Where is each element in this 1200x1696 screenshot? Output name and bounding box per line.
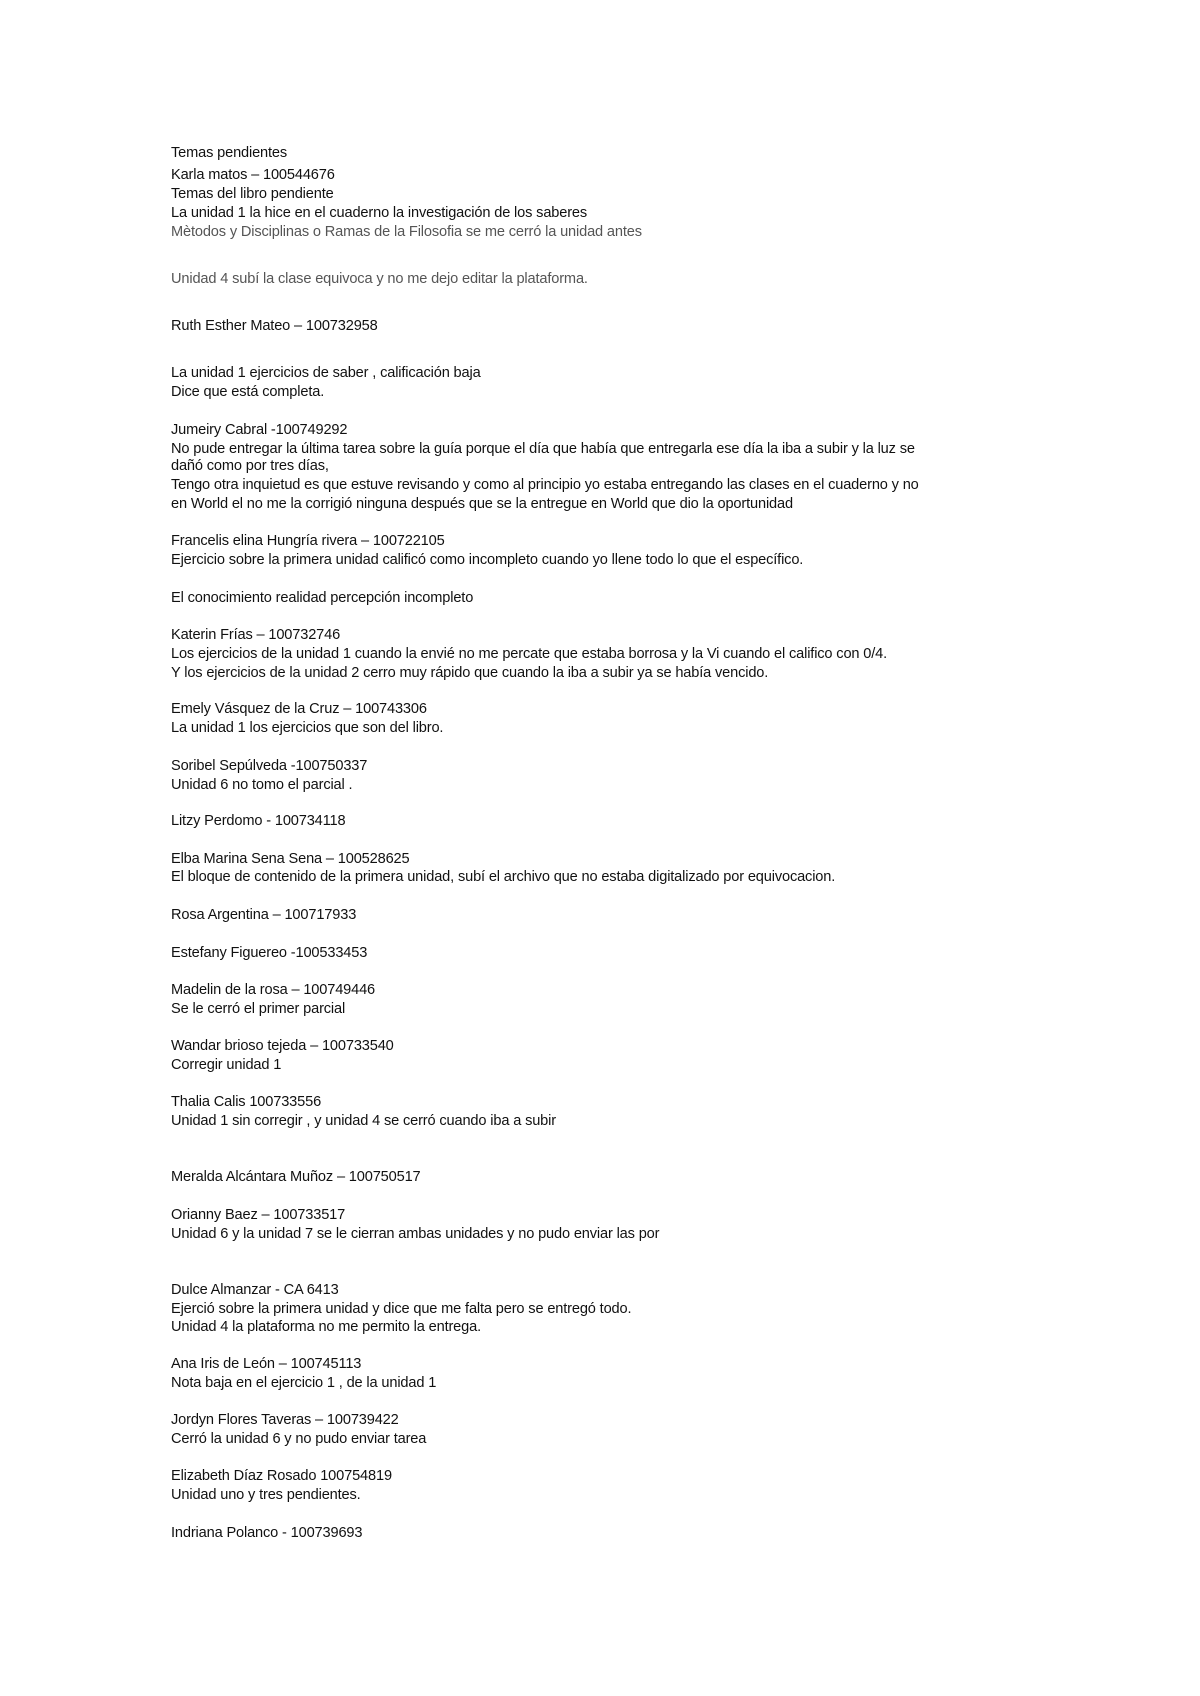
doc-line: Los ejercicios de la unidad 1 cuando la envié no me percate que estaba borrosa y la Vi cuando el califico con 0/4. [171,646,888,662]
doc-line: Se le cerró el primer parcial [171,1001,346,1017]
doc-line: Ejercicio sobre la primera unidad calificó como incompleto cuando yo llene todo lo que el específico. [171,552,804,568]
doc-line: Temas del libro pendiente [171,186,334,202]
doc-line: El bloque de contenido de la primera unidad, subí el archivo que no estaba digitalizado por equivocacion. [171,869,836,885]
student-name: Indriana Polanco - 100739693 [171,1525,363,1541]
student-name: Meralda Alcántara Muñoz – 100750517 [171,1169,421,1185]
doc-line: Tengo otra inquietud es que estuve revisando y como al principio yo estaba entregando las clases en el cuaderno y no [171,477,919,493]
student-name: Katerin Frías – 100732746 [171,627,341,643]
doc-line: Ejerció sobre la primera unidad y dice que me falta pero se entregó todo. [171,1301,632,1317]
doc-line: Corregir unidad 1 [171,1057,282,1073]
doc-line: Unidad uno y tres pendientes. [171,1487,361,1503]
student-name: Francelis elina Hungría rivera – 100722105 [171,533,445,549]
student-name: Elba Marina Sena Sena – 100528625 [171,851,410,867]
student-name: Estefany Figuereo -100533453 [171,945,368,961]
doc-line: Dice que está completa. [171,384,325,400]
student-name: Karla matos – 100544676 [171,167,335,183]
student-name: Orianny Baez – 100733517 [171,1207,346,1223]
student-name: Rosa Argentina – 100717933 [171,907,357,923]
doc-line: dañó como por tres días, [171,458,329,474]
student-name: Jordyn Flores Taveras – 100739422 [171,1412,399,1428]
doc-line: No pude entregar la última tarea sobre la guía porque el día que había que entregarla ese día la iba a subir y la luz se [171,441,915,457]
doc-line: Unidad 6 no tomo el parcial . [171,777,353,793]
student-name: Litzy Perdomo - 100734118 [171,813,346,829]
doc-line: en World el no me la corrigió ninguna después que se la entregue en World que dio la oportunidad [171,496,793,512]
doc-line: El conocimiento realidad percepción incompleto [171,590,474,606]
doc-title: Temas pendientes [171,145,288,161]
doc-line: Mètodos y Disciplinas o Ramas de la Filosofia se me cerró la unidad antes [171,224,642,240]
doc-line: La unidad 1 los ejercicios que son del libro. [171,720,444,736]
student-name: Emely Vásquez de la Cruz – 100743306 [171,701,427,717]
student-name: Madelin de la rosa – 100749446 [171,982,376,998]
doc-line: Unidad 4 la plataforma no me permito la entrega. [171,1319,481,1335]
student-name: Ruth Esther Mateo – 100732958 [171,318,378,334]
student-name: Wandar brioso tejeda – 100733540 [171,1038,394,1054]
student-name: Thalia Calis 100733556 [171,1094,322,1110]
doc-line: Unidad 1 sin corregir , y unidad 4 se cerró cuando iba a subir [171,1113,556,1129]
doc-line: Y los ejercicios de la unidad 2 cerro muy rápido que cuando la iba a subir ya se había vencido. [171,665,769,681]
doc-line: La unidad 1 la hice en el cuaderno la investigación de los saberes [171,205,588,221]
student-name: Ana Iris de León – 100745113 [171,1356,362,1372]
student-name: Soribel Sepúlveda -100750337 [171,758,368,774]
doc-line: La unidad 1 ejercicios de saber , calificación baja [171,365,481,381]
student-name: Jumeiry Cabral -100749292 [171,422,348,438]
student-name: Dulce Almanzar - CA 6413 [171,1282,339,1298]
student-name: Elizabeth Díaz Rosado 100754819 [171,1468,392,1484]
doc-line: Nota baja en el ejercicio 1 , de la unidad 1 [171,1375,437,1391]
doc-line: Unidad 4 subí la clase equivoca y no me dejo editar la plataforma. [171,271,588,287]
doc-line: Unidad 6 y la unidad 7 se le cierran ambas unidades y no pudo enviar las por [171,1226,660,1242]
doc-line: Cerró la unidad 6 y no pudo enviar tarea [171,1431,427,1447]
